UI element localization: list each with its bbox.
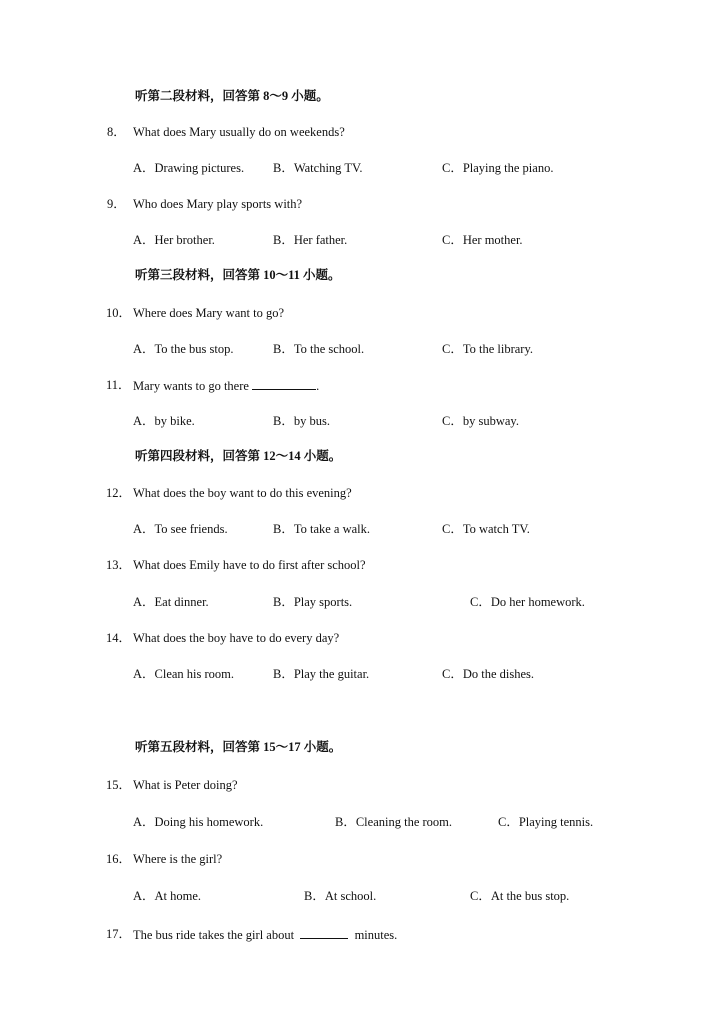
option-a: A．Doing his homework.: [133, 815, 264, 829]
option-b: B．Cleaning the room.: [335, 815, 452, 829]
option-c: C．To watch TV.: [442, 522, 530, 536]
option-a: A．Drawing pictures.: [133, 161, 245, 175]
question-text-end: minutes.: [354, 928, 398, 942]
question-number: 13．: [106, 558, 132, 572]
section-heading: 听第二段材料，回答第 8～9 小题。: [135, 89, 329, 103]
question-number: 9．: [107, 197, 126, 211]
question-text: What is Peter doing?: [133, 778, 238, 792]
option-b: B．Her father.: [273, 233, 348, 247]
option-a: A．Clean his room.: [133, 667, 235, 681]
question-number: 11．: [106, 378, 131, 392]
question-text: [133, 926, 397, 943]
option-b: B．Play sports.: [273, 595, 353, 609]
option-b: B．Play the guitar.: [273, 667, 370, 681]
question-text-end: .: [316, 379, 320, 393]
option-b: B．by bus.: [273, 414, 330, 428]
option-b: B．At school.: [304, 889, 377, 903]
option-c: C．Playing tennis.: [498, 815, 594, 829]
question-number: 17．: [106, 927, 132, 941]
question-text: Where does Mary want to go?: [133, 306, 284, 320]
option-c: C．Playing the piano.: [442, 161, 554, 175]
option-c: C．At the bus stop.: [470, 889, 570, 903]
option-c: C．Do her homework.: [470, 595, 585, 609]
option-c: C．To the library.: [442, 342, 534, 356]
question-number: 15．: [106, 778, 132, 792]
question-text: What does Emily have to do first after school?: [133, 558, 366, 572]
question-text: Who does Mary play sports with?: [133, 197, 303, 211]
option-b: B．Watching TV.: [273, 161, 363, 175]
option-a: A．To the bus stop.: [133, 342, 234, 356]
option-a: A．At home.: [133, 889, 202, 903]
option-c: C．Do the dishes.: [442, 667, 535, 681]
option-a: A．by bike.: [133, 414, 195, 428]
question-text: What does the boy want to do this evening?: [133, 486, 352, 500]
option-a: A．Her brother.: [133, 233, 215, 247]
question-text: What does the boy have to do every day?: [133, 631, 340, 645]
question-number: 12．: [106, 486, 132, 500]
section-heading: 听第三段材料，回答第 10～11 小题。: [135, 268, 341, 282]
question-number: 10．: [106, 306, 132, 320]
option-c: C．Her mother.: [442, 233, 523, 247]
answer-blank: [300, 926, 348, 939]
question-text-start: The bus ride takes the girl about: [133, 928, 295, 942]
section-heading: 听第四段材料，回答第 12～14 小题。: [135, 449, 342, 463]
question-number: 14．: [106, 631, 132, 645]
option-a: A．To see friends.: [133, 522, 228, 536]
question-text: What does Mary usually do on weekends?: [133, 125, 345, 139]
question-text: Where is the girl?: [133, 852, 223, 866]
option-a: A．Eat dinner.: [133, 595, 209, 609]
section-heading: 听第五段材料，回答第 15～17 小题。: [135, 740, 342, 754]
answer-blank: [252, 377, 316, 390]
question-text-start: Mary wants to go there: [133, 379, 249, 393]
option-b: B．To the school.: [273, 342, 365, 356]
question-number: 16．: [106, 852, 132, 866]
option-c: C．by subway.: [442, 414, 519, 428]
option-b: B．To take a walk.: [273, 522, 371, 536]
question-text: [133, 377, 319, 394]
question-number: 8．: [107, 125, 126, 139]
